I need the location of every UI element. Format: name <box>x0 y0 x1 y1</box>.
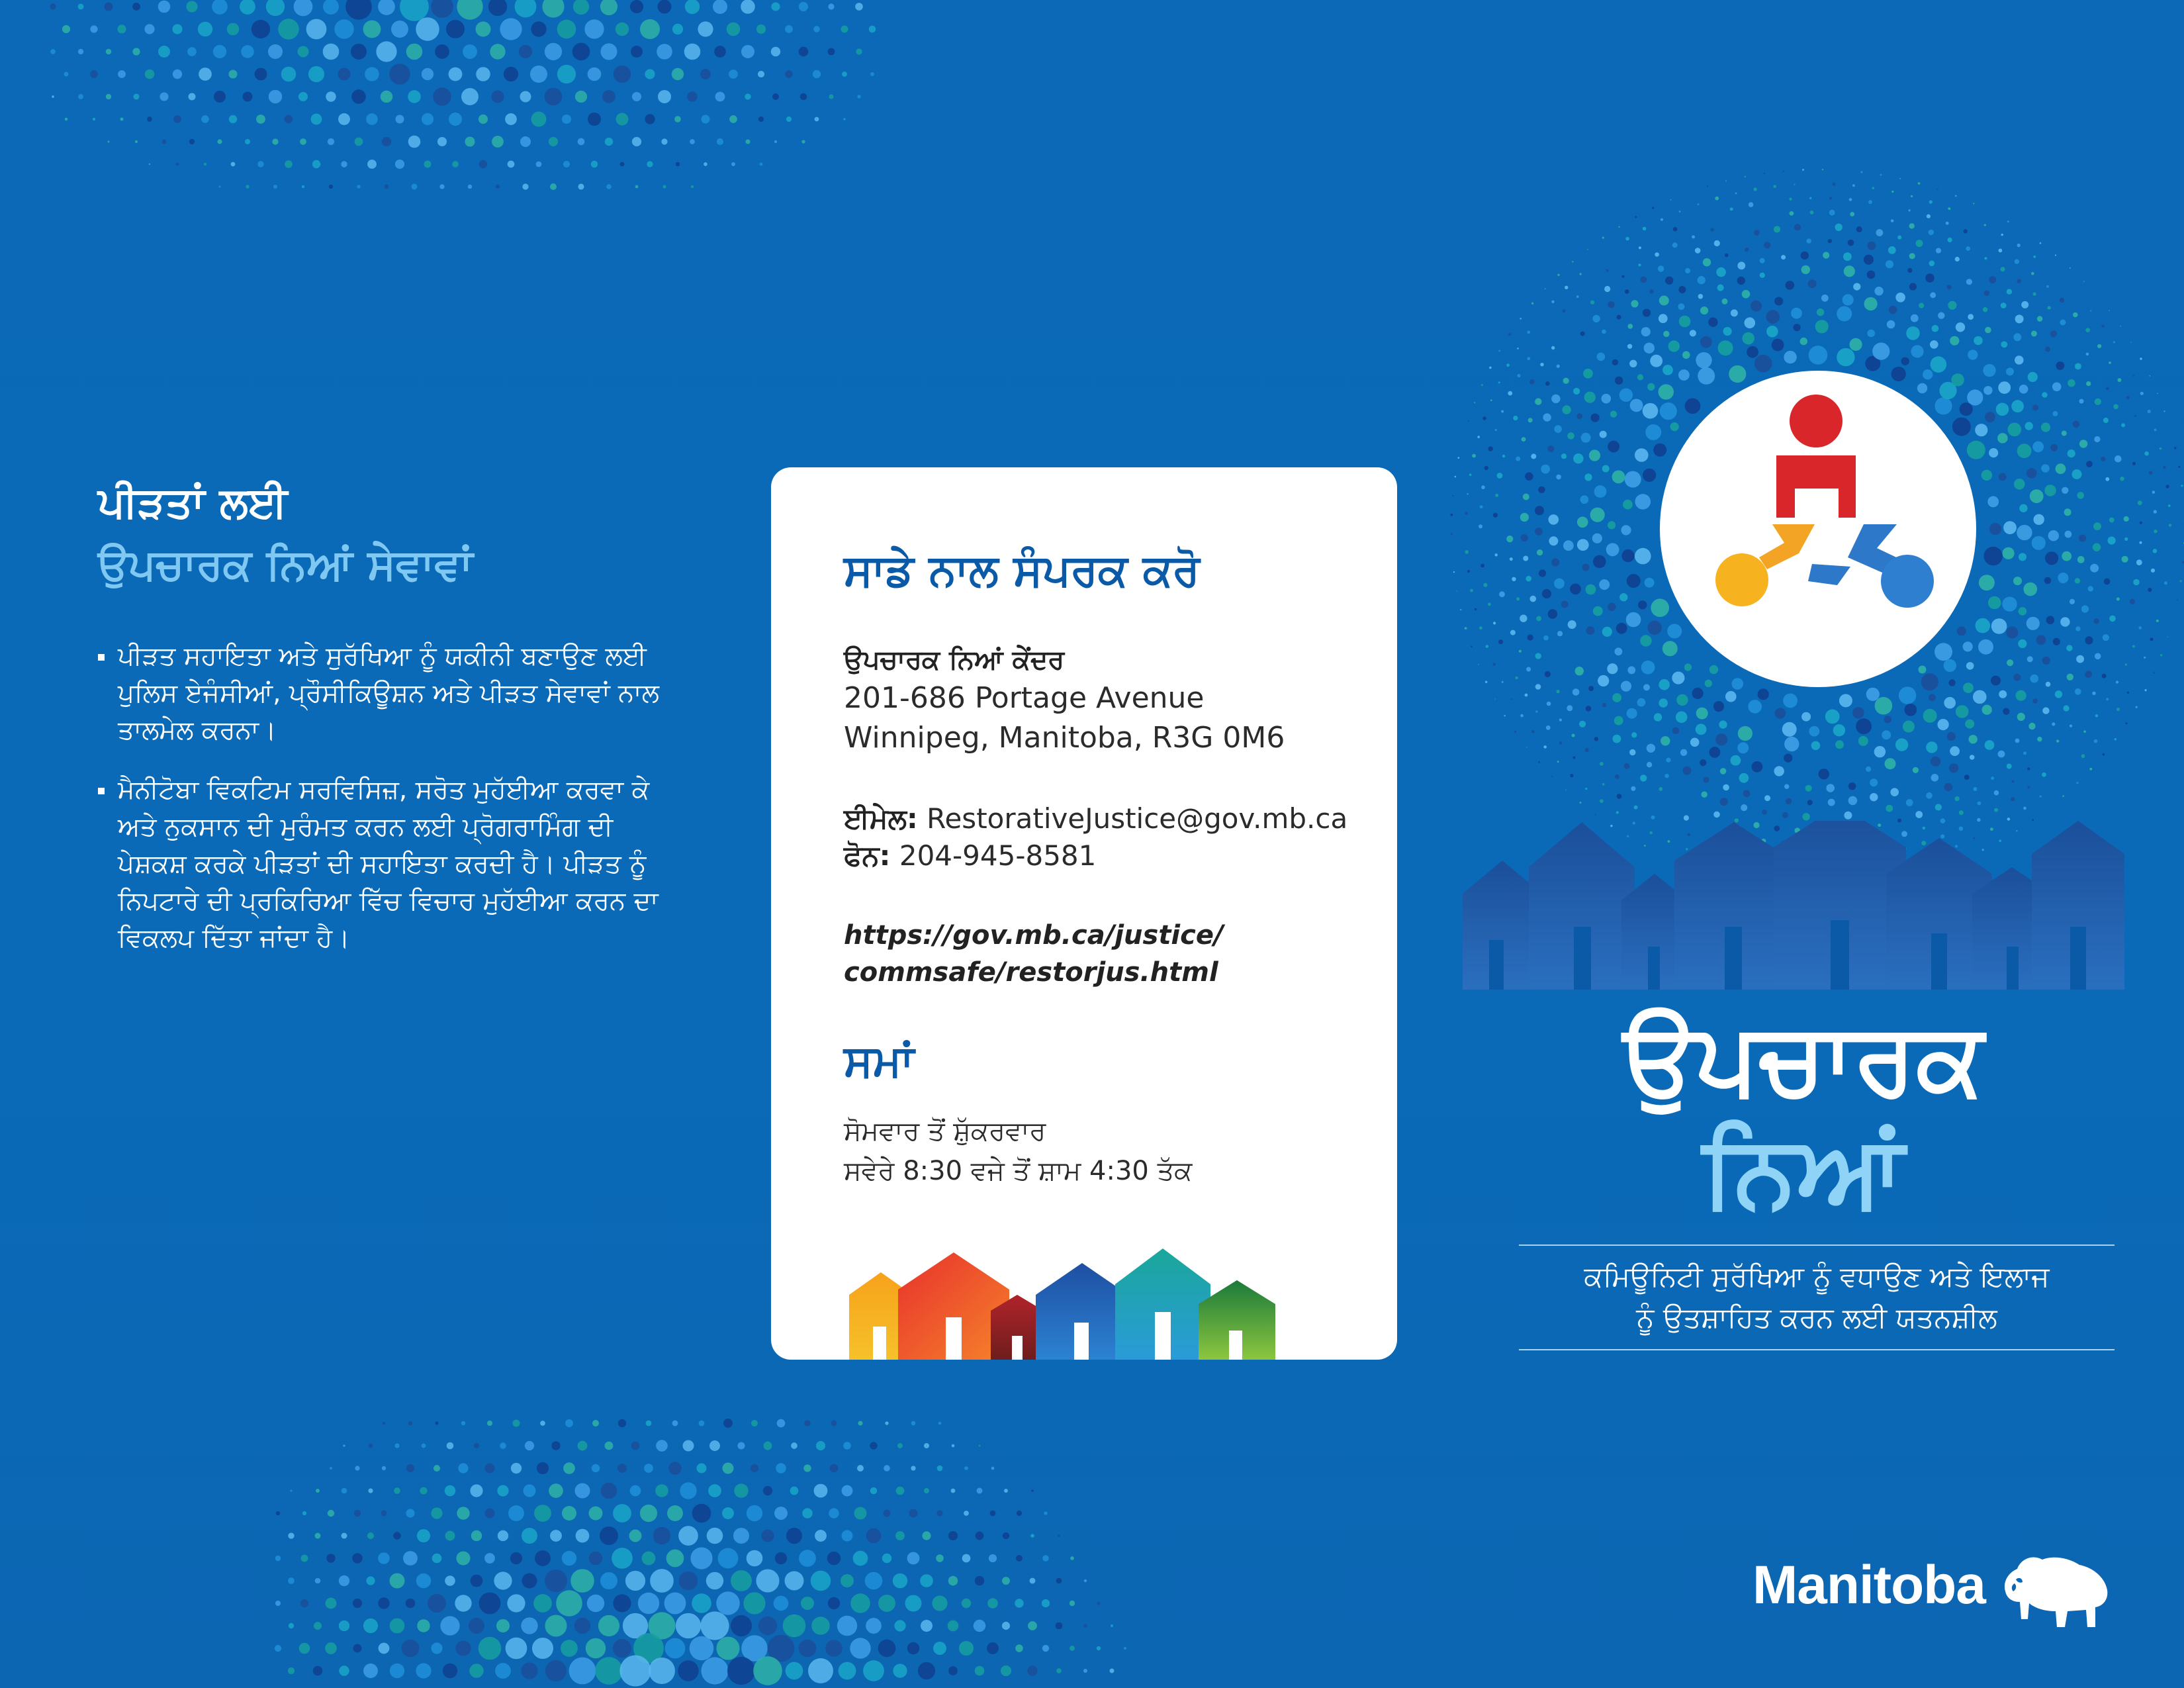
bullet-text: ਮੈਨੀਟੋਬਾ ਵਿਕਟਿਮ ਸਰਵਿਸਿਜ਼, ਸਰੋਤ ਮੁਹੱਈਆ ਕਰਵਾ ਕੇ ਅਤੇ ਨੁਕਸਾਨ ਦੀ ਮੁਰੰਮਤ ਕਰਨ ਲਈ ਪ੍ਰੋਗਰਾਮਿੰਗ ਦੀ ਪੇਸ਼ਕਸ਼ ਕਰਕੇ ਪੀੜਤਾਂ ਦੀ ਸਹਾਇਤਾ ਕਰਦੀ ਹੈ। ਪੀੜਤ ਨੂੰ ਨਿਪਟਾਰੇ ਦੀ ਪ੍ਰਕਿਰਿਆ ਵਿੱਚ ਵਿਚਾਰ ਮੁਹੱਈਆ ਕਰਨ ਦਾ ਵਿਕਲਪ ਦਿੱਤਾ ਜਾਂਦਾ ਹੈ। <box>118 775 659 953</box>
address-line-1: 201-686 Portage Avenue <box>844 680 1205 715</box>
bullet-icon <box>98 788 105 794</box>
address-line-2: Winnipeg, Manitoba, R3G 0M6 <box>844 720 1285 755</box>
cover-tagline <box>1519 1244 2115 1350</box>
website-link-line-1[interactable]: https://gov.mb.ca/justice/ <box>844 919 1224 951</box>
cover-title-line-2: ਨਿਆਂ <box>1702 1114 1905 1229</box>
restorative-services-heading: ਉਪਚਾਰਕ ਨਿਆਂ ਸੇਵਾਵਾਂ <box>98 541 473 590</box>
phone-label: ਫੋਨ: <box>844 839 891 872</box>
tagline-line-2: ਨੂੰ ਉਤਸ਼ਾਹਿਤ ਕਰਨ ਲਈ ਯਤਨਸ਼ੀਲ <box>1636 1301 1997 1334</box>
phone-line <box>844 837 1367 874</box>
email-link[interactable]: RestorativeJustice@gov.mb.ca <box>927 802 1348 835</box>
tagline-line-1: ਕਮਿਊਨਿਟੀ ਸੁਰੱਖਿਆ ਨੂੰ ਵਧਾਉਣ ਅਤੇ ਇਲਾਜ <box>1584 1260 2050 1293</box>
hours-time: ਸਵੇਰੇ 8:30 ਵਜੇ ਤੋਂ ਸ਼ਾਮ 4:30 ਤੱਕ <box>844 1156 1193 1187</box>
logo-badge <box>1660 371 1976 687</box>
bullet-item <box>98 638 667 749</box>
contact-title: ਸਾਡੇ ਨਾਲ ਸੰਪਰਕ ਕਰੋ <box>844 545 1200 596</box>
victims-heading: ਪੀੜਤਾਂ ਲਈ <box>98 479 288 528</box>
contact-card <box>771 467 1397 1360</box>
houses-skyline-illustration <box>1463 821 2131 1000</box>
website-link-line-2[interactable]: commsafe/restorjus.html <box>844 957 1218 988</box>
cover-title-line-1: ਉਪਚਾਰਕ <box>1623 1002 1984 1117</box>
bullet-item <box>98 772 667 957</box>
manitoba-wordmark: Manitoba <box>1752 1555 1985 1615</box>
bison-icon <box>1999 1553 2111 1630</box>
colorful-houses-illustration <box>849 1248 1326 1360</box>
hours-title: ਸਮਾਂ <box>844 1035 915 1086</box>
email-line <box>844 800 1367 837</box>
three-people-circle-icon <box>1660 371 1976 687</box>
victim-services-panel <box>98 477 667 980</box>
bullet-text: ਪੀੜਤ ਸਹਾਇਤਾ ਅਤੇ ਸੁਰੱਖਿਆ ਨੂੰ ਯਕੀਨੀ ਬਣਾਉਣ ਲਈ ਪੁਲਿਸ ਏਜੰਸੀਆਂ, ਪ੍ਰੌਸੀਕਿਊਸ਼ਨ ਅਤੇ ਪੀੜਤ ਸੇਵਾਵਾਂ ਨਾਲ ਤਾਲਮੇਲ ਕਰਨਾ। <box>118 641 659 745</box>
bullet-icon <box>98 654 105 661</box>
phone-number[interactable]: 204-945-8581 <box>899 839 1097 872</box>
center-name: ਉਪਚਾਰਕ ਨਿਆਂ ਕੇਂਦਰ <box>844 644 1065 675</box>
email-label: ਈਮੇਲ: <box>844 802 918 835</box>
hours-days: ਸੋਮਵਾਰ ਤੋਂ ਸ਼ੁੱਕਰਵਾਰ <box>844 1116 1046 1147</box>
